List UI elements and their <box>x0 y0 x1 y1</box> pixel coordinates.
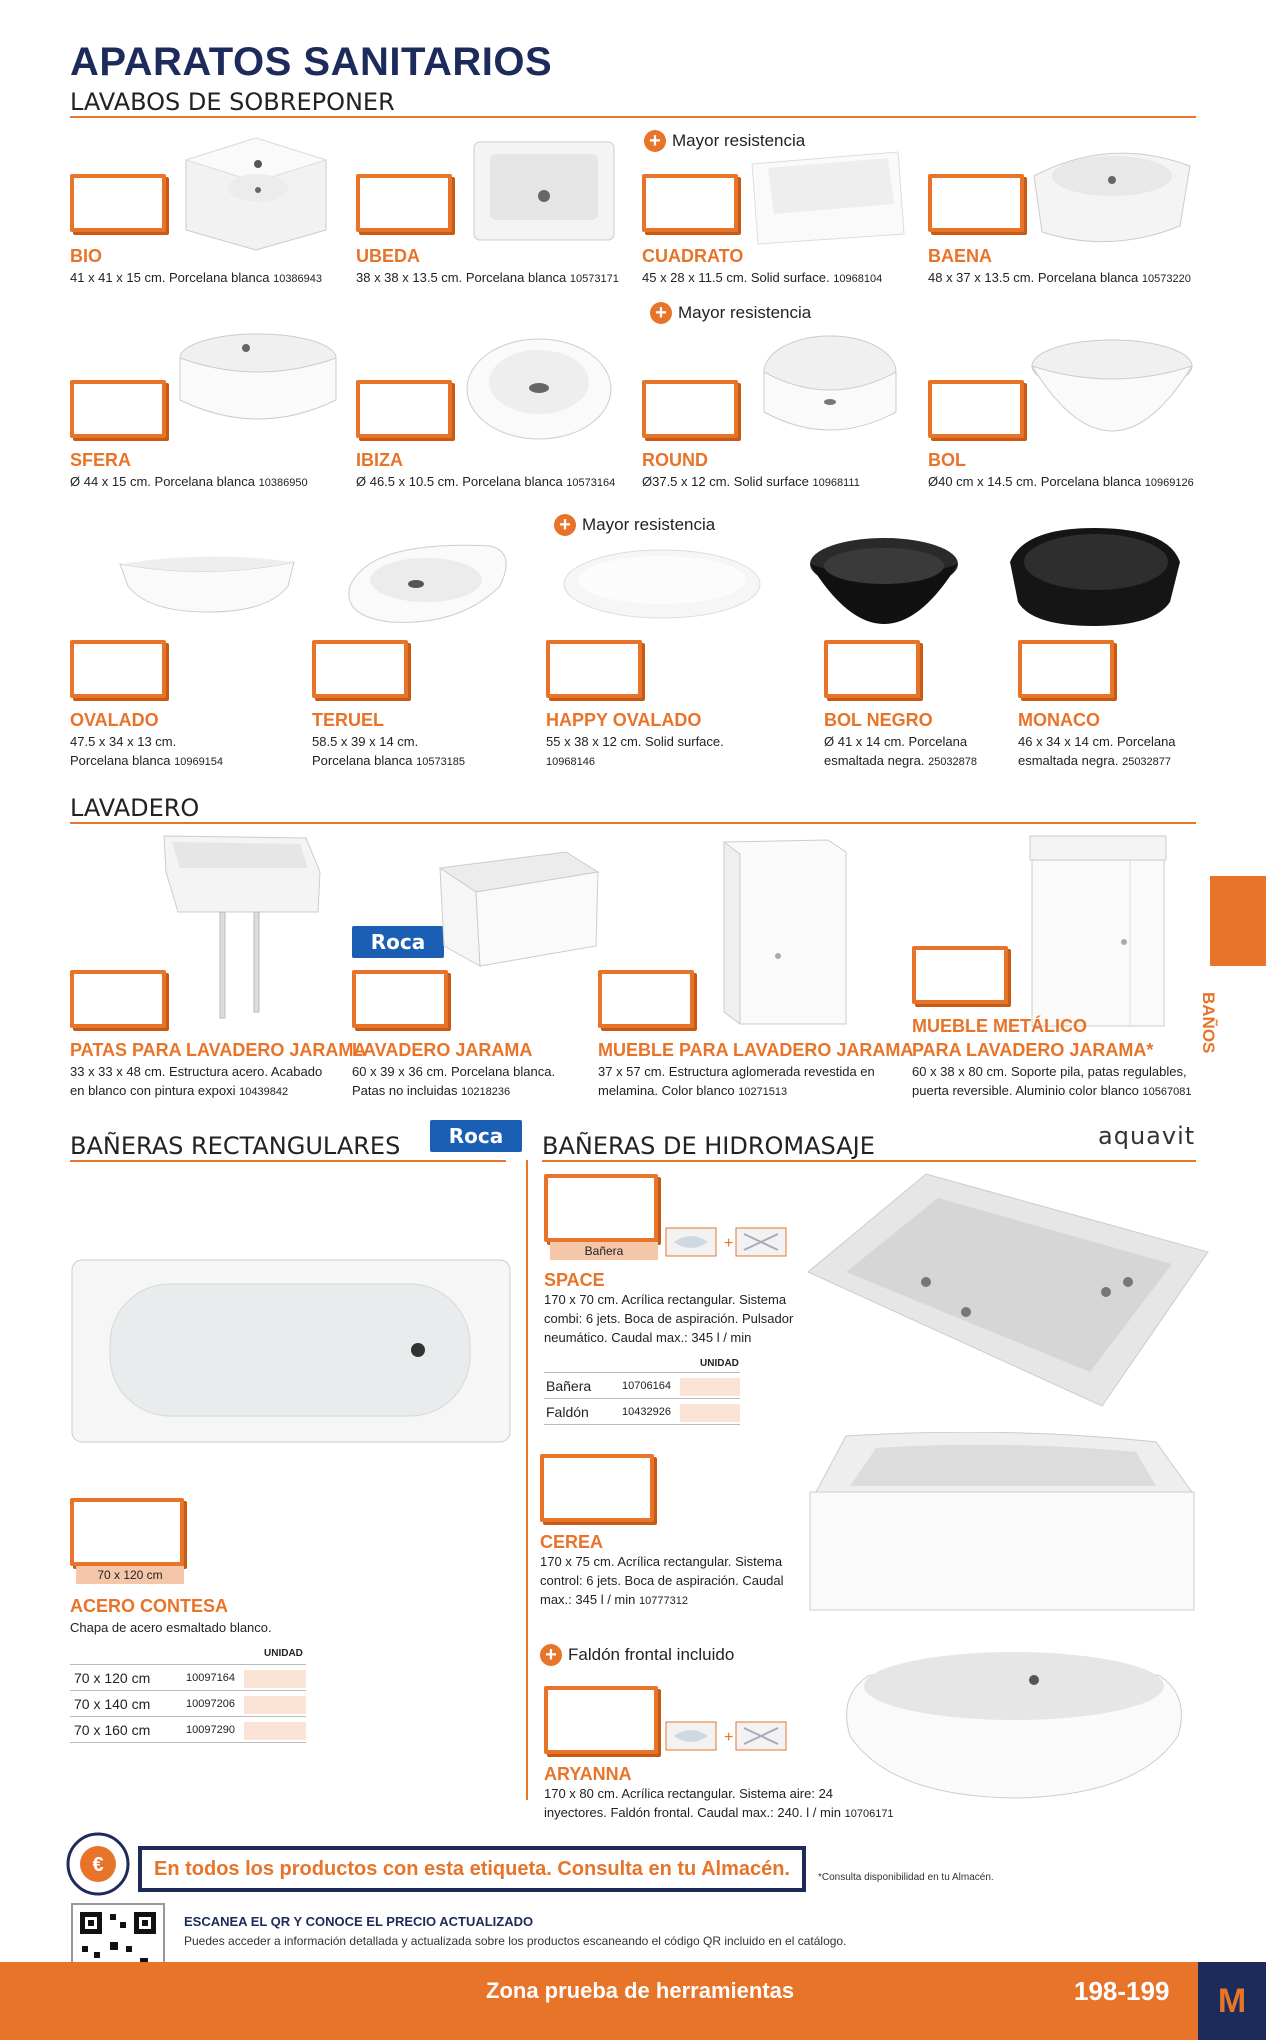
mayor-resistencia-label: + Mayor resistencia <box>644 130 805 152</box>
roca-logo: Roca <box>352 926 444 958</box>
price-box-label: Bañera <box>550 1242 658 1260</box>
plus-icon: + <box>650 302 672 324</box>
product-desc: Ø 44 x 15 cm. Porcelana blanca 10386950 <box>70 474 308 489</box>
footer-page-numbers: 198-199 <box>1074 1976 1170 2006</box>
table-row-label: Bañera <box>546 1378 592 1394</box>
mayor-resistencia-label: + Mayor resistencia <box>554 514 715 536</box>
section-rule <box>70 116 1196 118</box>
table-row-code: 10097290 <box>186 1724 235 1736</box>
qr-title: ESCANEA EL QR Y CONOCE EL PRECIO ACTUALIZADO <box>184 1914 534 1929</box>
product-desc: 37 x 57 cm. Estructura aglomerada revestida en melamina. Color blanco 10271513 <box>598 1064 875 1098</box>
price-box <box>70 380 166 438</box>
product-name: IBIZA <box>356 450 403 470</box>
product-desc: 58.5 x 39 x 14 cm. Porcelana blanca 10573185 <box>312 734 466 768</box>
page-title: APARATOS SANITARIOS <box>70 40 553 84</box>
section-rule <box>70 822 1196 824</box>
section-banera-hidro-title: BAÑERAS DE HIDROMASAJE <box>542 1132 875 1160</box>
product-name: HAPPY OVALADO <box>546 710 702 730</box>
product-name: MONACO <box>1018 710 1100 730</box>
product-name: BAENA <box>928 246 993 266</box>
product-desc: 48 x 37 x 13.5 cm. Porcelana blanca 10573220 <box>928 270 1191 285</box>
price-cell <box>244 1670 306 1688</box>
plus-icon: + <box>540 1644 562 1666</box>
price-box <box>352 970 448 1028</box>
section-lavadero-title: LAVADERO <box>70 794 200 822</box>
product-desc: 47.5 x 34 x 13 cm. Porcelana blanca 10969154 <box>70 734 224 768</box>
table-row-label: 70 x 120 cm <box>74 1670 151 1686</box>
price-cell <box>244 1696 306 1714</box>
price-box <box>912 946 1008 1004</box>
footer-section-name: Zona prueba de herramientas <box>486 1978 795 2003</box>
product-name: LAVADERO JARAMA <box>352 1040 533 1060</box>
section-rule <box>542 1160 1196 1162</box>
mueble-metalico-image <box>1026 832 1170 1030</box>
unidad-header: UNIDAD <box>700 1358 739 1369</box>
product-name: ROUND <box>642 450 708 470</box>
jets-icons <box>664 1226 788 1260</box>
product-name: CUADRATO <box>642 246 744 266</box>
plus-icon: + <box>554 514 576 536</box>
product-name: MUEBLE METÁLICO <box>912 1016 1087 1036</box>
product-desc: 170 x 75 cm. Acrílica rectangular. Sistema control: 6 jets. Boca de aspiración. Caudal max.: 345 l / min 10777312 <box>540 1554 784 1607</box>
price-box <box>1018 640 1114 698</box>
product-name: BOL <box>928 450 966 470</box>
table-row-code: 10097206 <box>186 1698 235 1710</box>
section-banera-rect-title: BAÑERAS RECTANGULARES <box>70 1132 401 1160</box>
banera-space-image <box>806 1172 1210 1408</box>
table-row-label: 70 x 160 cm <box>74 1722 151 1738</box>
product-name: UBEDA <box>356 246 421 266</box>
product-name: CEREA <box>540 1532 604 1552</box>
product-name: MUEBLE PARA LAVADERO JARAMA <box>598 1040 914 1060</box>
table-row-code: 10097164 <box>186 1672 235 1684</box>
price-box <box>356 174 452 232</box>
product-desc: 38 x 38 x 13.5 cm. Porcelana blanca 10573171 <box>356 270 619 285</box>
product-desc: 41 x 41 x 15 cm. Porcelana blanca 10386943 <box>70 270 323 285</box>
product-name: OVALADO <box>70 710 159 730</box>
sink-cuadrato-image <box>748 144 908 248</box>
product-name: SPACE <box>544 1270 605 1290</box>
svg-text:€: € <box>92 1854 104 1876</box>
column-divider <box>526 1160 528 1800</box>
sink-ovalado-image <box>118 546 296 616</box>
table-row-code: 10432926 <box>622 1406 671 1418</box>
sink-monaco-image <box>1004 522 1184 628</box>
price-box <box>928 380 1024 438</box>
price-box <box>70 1498 184 1566</box>
product-desc: Ø 46.5 x 10.5 cm. Porcelana blanca 10573164 <box>356 474 616 489</box>
price-box <box>544 1174 658 1242</box>
banera-cerea-image <box>806 1432 1196 1614</box>
price-box-label: 70 x 120 cm <box>76 1566 184 1584</box>
footer-brand-logo: M <box>1198 1962 1266 2040</box>
product-desc: 46 x 34 x 14 cm. Porcelana esmaltada negra. 25032877 <box>1018 734 1176 768</box>
price-cell <box>244 1722 306 1740</box>
product-desc: 60 x 38 x 80 cm. Soporte pila, patas regulables, puerta reversible. Aluminio color blanco 10567081 <box>912 1064 1192 1098</box>
profesional-seal-icon <box>66 1832 130 1896</box>
plus-icon: + <box>644 130 666 152</box>
faldon-incluido-label: + Faldón frontal incluido <box>540 1644 734 1666</box>
sink-ubeda-image <box>470 136 620 246</box>
sink-bol-negro-image <box>806 534 962 640</box>
product-desc: Ø 41 x 14 cm. Porcelana esmaltada negra. 25032878 <box>824 734 978 768</box>
product-desc: 33 x 33 x 48 cm. Estructura acero. Acabado en blanco con pintura expoxi 10439842 <box>70 1064 323 1098</box>
price-box <box>824 640 920 698</box>
price-box <box>642 174 738 232</box>
price-box <box>540 1454 654 1522</box>
product-desc: Chapa de acero esmaltado blanco. <box>70 1620 272 1635</box>
sink-teruel-image <box>340 536 512 628</box>
product-name: BIO <box>70 246 103 266</box>
svg-text:+: + <box>724 1235 734 1252</box>
mayor-resistencia-label: + Mayor resistencia <box>650 302 811 324</box>
product-name: TERUEL <box>312 710 384 730</box>
product-name: SFERA <box>70 450 132 470</box>
sink-happy-ovalado-image <box>560 544 764 632</box>
product-name: PARA LAVADERO JARAMA* <box>912 1040 1154 1060</box>
sink-bol-image <box>1030 336 1194 440</box>
banera-aryanna-image <box>838 1636 1190 1802</box>
svg-text:+: + <box>724 1729 734 1746</box>
price-box <box>598 970 694 1028</box>
price-box <box>70 970 166 1028</box>
jets-icons <box>664 1720 788 1754</box>
price-cell <box>680 1378 740 1396</box>
product-desc: 60 x 39 x 36 cm. Porcelana blanca. Patas no incluidas 10218236 <box>352 1064 556 1098</box>
table-row-label: 70 x 140 cm <box>74 1696 151 1712</box>
price-box <box>70 174 166 232</box>
price-box <box>356 380 452 438</box>
product-name: BOL NEGRO <box>824 710 933 730</box>
price-box <box>70 640 166 698</box>
price-box <box>642 380 738 438</box>
mueble-lavadero-image <box>720 836 852 1026</box>
side-tab-label: BAÑOS <box>1199 992 1218 1054</box>
sink-ibiza-image <box>464 334 614 444</box>
product-desc: 55 x 38 x 12 cm. Solid surface. 10968146 <box>546 734 724 768</box>
aquavit-logo: aquavit <box>1098 1122 1196 1150</box>
section-rule <box>70 1160 506 1162</box>
sink-sfera-image <box>176 330 340 440</box>
info-banner: En todos los productos con esta etiqueta. Consulta en tu Almacén. <box>138 1846 806 1892</box>
sink-baena-image <box>1030 136 1194 252</box>
price-box <box>312 640 408 698</box>
table-row-label: Faldón <box>546 1404 589 1420</box>
price-box <box>928 174 1024 232</box>
product-desc: Ø37.5 x 12 cm. Solid surface 10968111 <box>642 474 860 489</box>
lavadero-jarama-image <box>436 846 602 970</box>
side-tab <box>1210 876 1266 966</box>
product-name: ACERO CONTESA <box>70 1596 229 1616</box>
qr-desc: Puedes acceder a información detallada y actualizada sobre los productos escaneando el código QR incluido en el catálogo. <box>184 1934 847 1948</box>
product-desc: 170 x 70 cm. Acrílica rectangular. Sistema combi: 6 jets. Boca de aspiración. Pulsador neumático. Caudal max.: 345 l / min <box>544 1292 794 1345</box>
price-box <box>546 640 642 698</box>
price-box <box>544 1686 658 1754</box>
section-lavabos-title: LAVABOS DE SOBREPONER <box>70 88 395 116</box>
product-desc: Ø40 cm x 14.5 cm. Porcelana blanca 10969126 <box>928 474 1194 489</box>
roca-logo: Roca <box>430 1120 522 1152</box>
price-cell <box>680 1404 740 1422</box>
sink-round-image <box>760 332 900 448</box>
sink-bio-image <box>176 130 336 254</box>
table-row-code: 10706164 <box>622 1380 671 1392</box>
product-desc: 170 x 80 cm. Acrílica rectangular. Sistema aire: 24 inyectores. Faldón frontal. Caudal max.: 240. l / min 10706171 <box>544 1786 894 1820</box>
banner-note: *Consulta disponibilidad en tu Almacén. <box>818 1872 994 1883</box>
product-name: ARYANNA <box>544 1764 632 1784</box>
unidad-header: UNIDAD <box>264 1648 303 1659</box>
product-name: PATAS PARA LAVADERO JARAMA <box>70 1040 367 1060</box>
banera-acero-image <box>70 1258 512 1444</box>
lavadero-patas-image <box>158 828 328 1022</box>
product-desc: 45 x 28 x 11.5 cm. Solid surface. 10968104 <box>642 270 883 285</box>
